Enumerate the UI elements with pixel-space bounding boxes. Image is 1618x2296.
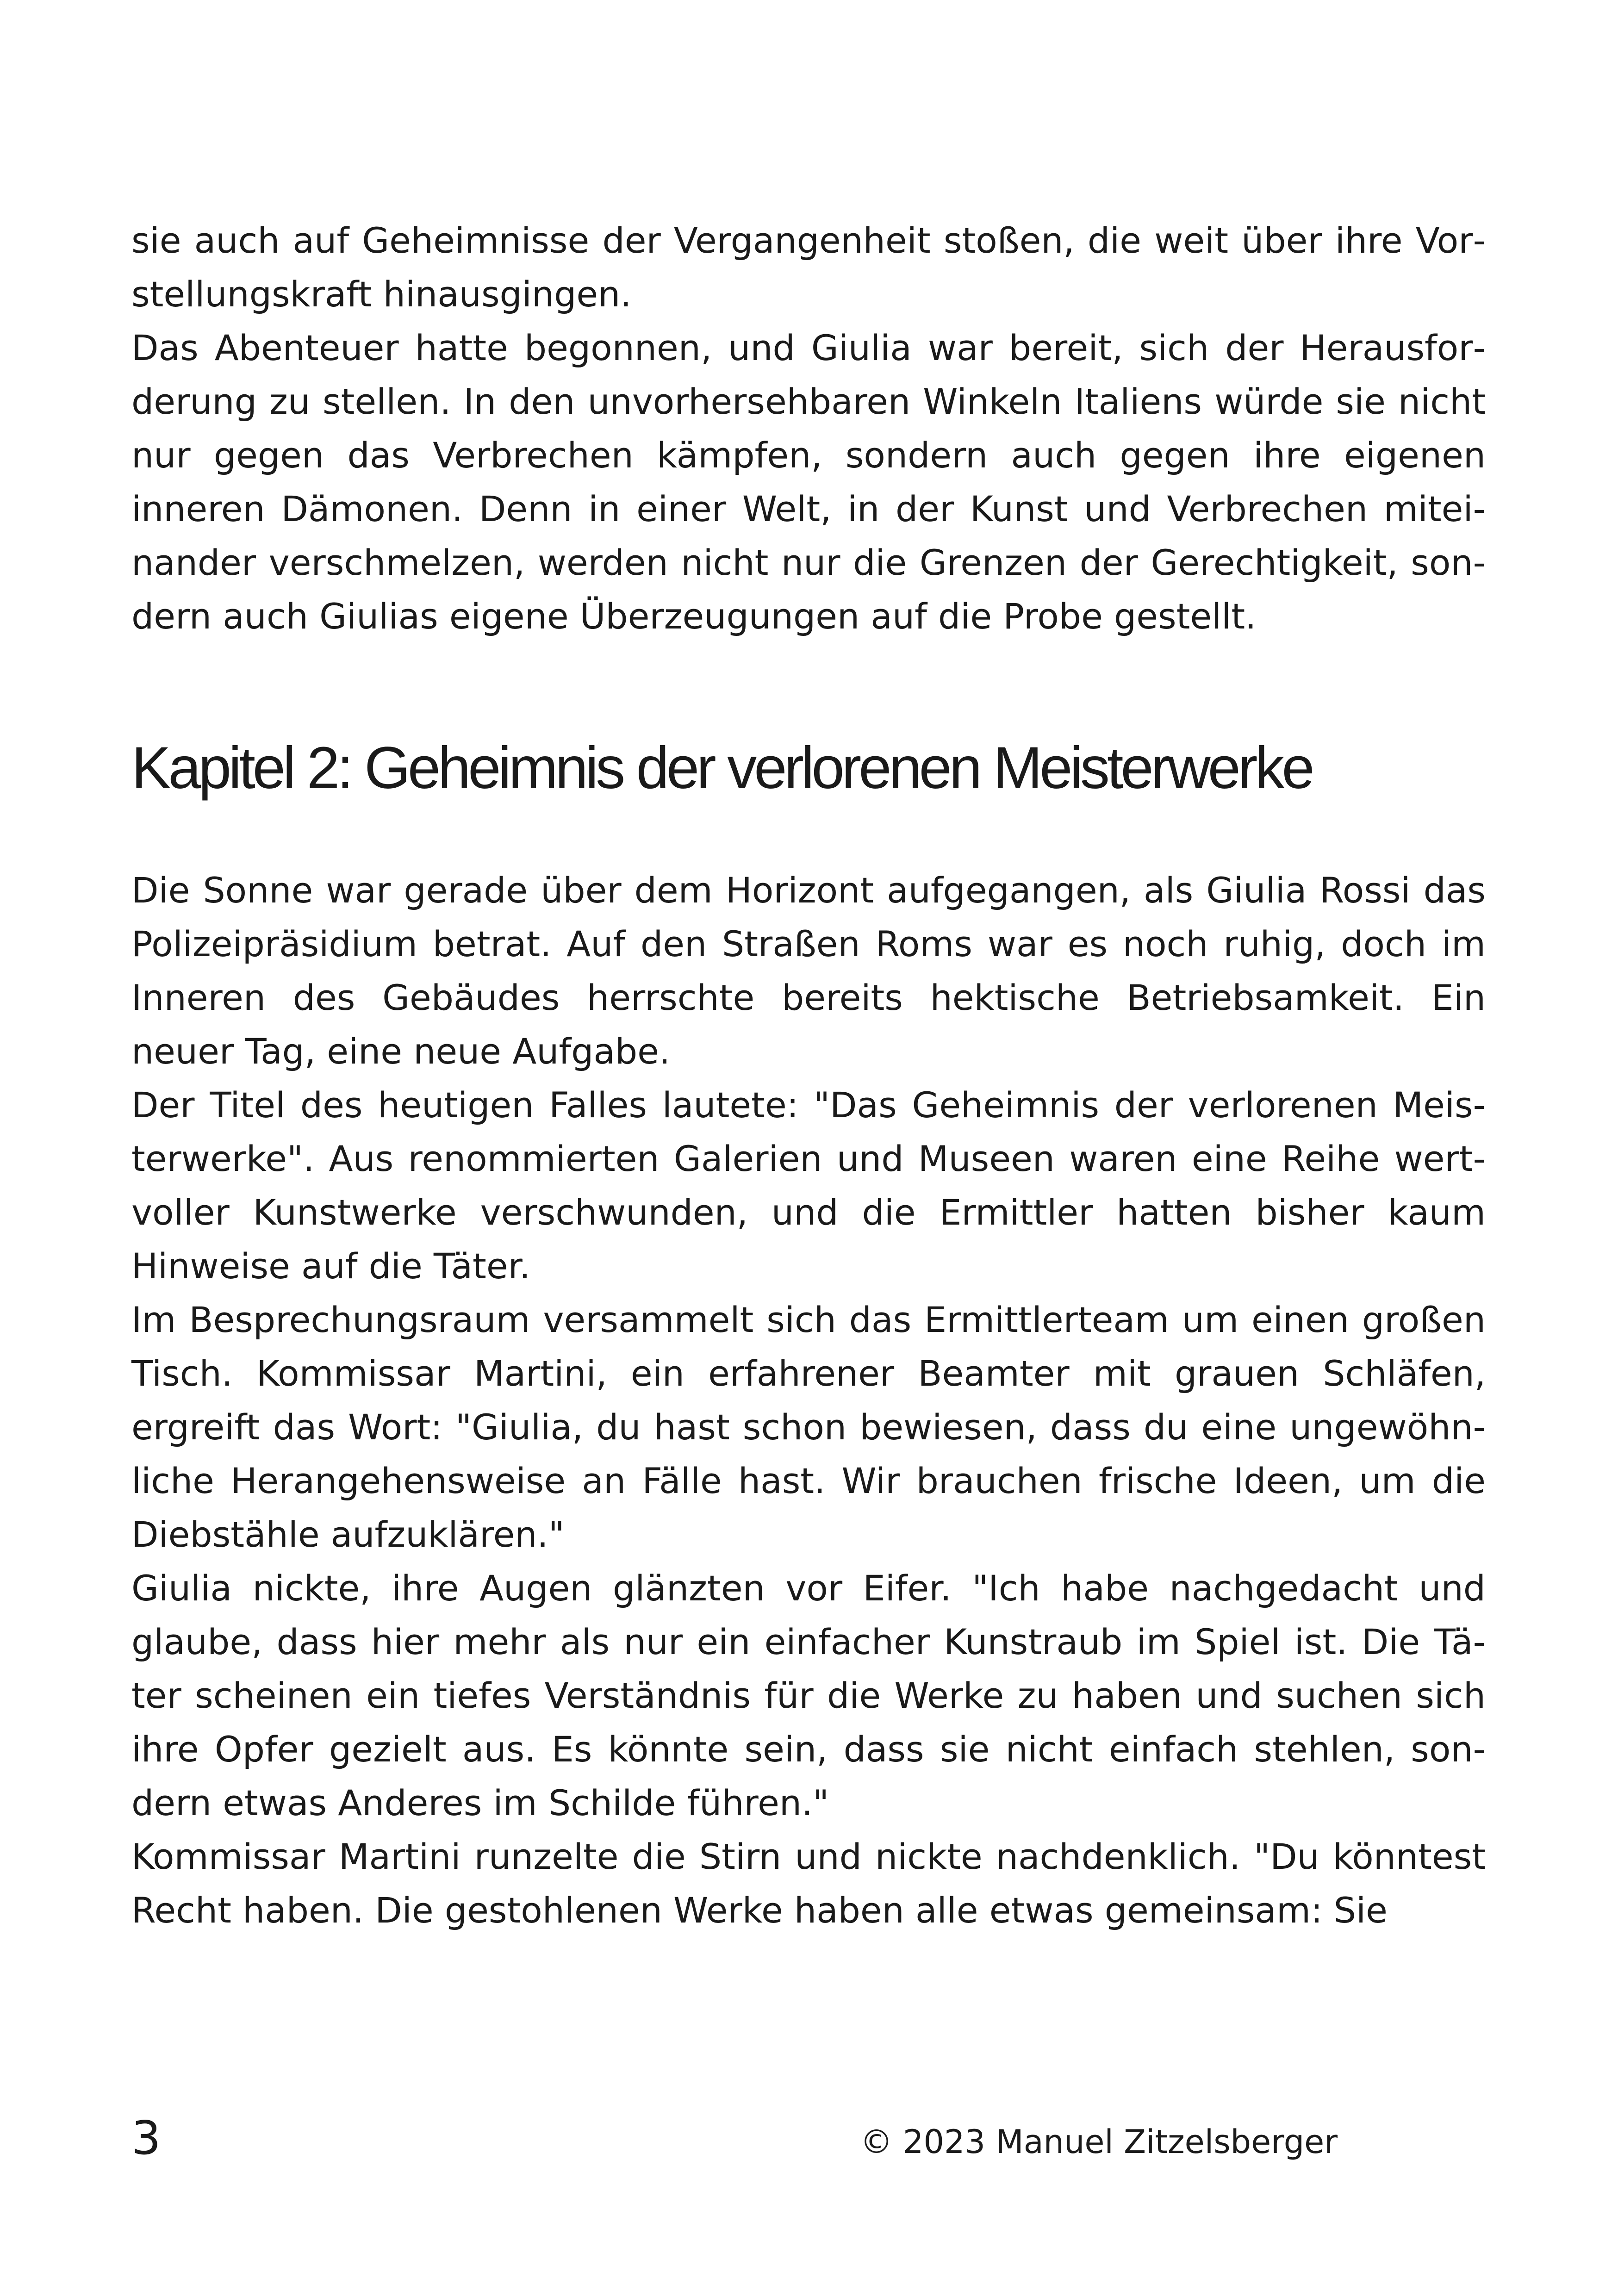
chapter-paragraph-5: Kommissar Martini runzelte die Stirn und nickte nachdenklich. "Du könntest Recht haben. Die gestohlenen Werke haben alle etwas gemeinsam: Sie xyxy=(131,1836,1486,1931)
intro-paragraph-2: Das Abenteuer hatte begonnen, und Giulia war bereit, sich der Herausforderung zu stellen. In den unvorhersehbaren Winkeln Italiens würde sie nicht nur gegen das Verbrechen kämpfen, sondern auch gegen ihre eigenen inneren Dämonen. Denn in einer Welt, in der Kunst und Verbrechen miteinander verschmelzen, werden nicht nur die Grenzen der Gerechtigkeit, sondern auch Giulias eigene Überzeugungen auf die Probe gestellt. xyxy=(131,327,1486,637)
chapter-title: Kapitel 2: Geheimnis der verlorenen Meisterwerke xyxy=(131,735,1312,801)
intro-paragraph-1: sie auch auf Geheimnisse der Vergangenheit stoßen, die weit über ihre Vorstellungskraft hinausgingen. xyxy=(131,220,1486,315)
chapter-paragraph-4: Giulia nickte, ihre Augen glänzten vor Eifer. "Ich habe nachgedacht und glaube, dass hier mehr als nur ein einfacher Kunstraub im Spiel ist. Die Täter scheinen ein tiefes Verständnis für die Werke zu haben und suchen sich ihre Opfer gezielt aus. Es könnte sein, dass sie nicht einfach stehlen, sondern etwas Anderes im Schilde führen." xyxy=(131,1568,1486,1823)
chapter-paragraph-3: Im Besprechungsraum versammelt sich das Ermittlerteam um einen großen Tisch. Kommissar Martini, ein erfahrener Beamter mit grauen Schläfen, ergreift das Wort: "Giulia, du hast schon bewiesen, dass du eine ungewöhnliche Herangehensweise an Fälle hast. Wir brauchen frische Ideen, um die Diebstähle aufzuklären." xyxy=(131,1299,1486,1555)
copyright-notice: © 2023 Manuel Zitzelsberger xyxy=(860,2123,1338,2161)
intro-text-block xyxy=(131,214,1486,643)
page-number: 3 xyxy=(131,2111,161,2165)
intro-paragraphs xyxy=(131,214,1486,643)
chapter-text-block xyxy=(131,864,1486,1937)
chapter-paragraph-1: Die Sonne war gerade über dem Horizont aufgegangen, als Giulia Rossi das Polizeipräsidium betrat. Auf den Straßen Roms war es noch ruhig, doch im Inneren des Gebäudes herrschte bereits hektische Betriebsamkeit. Ein neuer Tag, eine neue Aufgabe. xyxy=(131,870,1486,1072)
chapter-paragraphs xyxy=(131,864,1486,1937)
chapter-paragraph-2: Der Titel des heutigen Falles lautete: "Das Geheimnis der verlorenen Meisterwerke". Aus renommierten Galerien und Museen waren eine Reihe wertvoller Kunstwerke verschwunden, und die Ermittler hatten bisher kaum Hinweise auf die Täter. xyxy=(131,1084,1486,1287)
